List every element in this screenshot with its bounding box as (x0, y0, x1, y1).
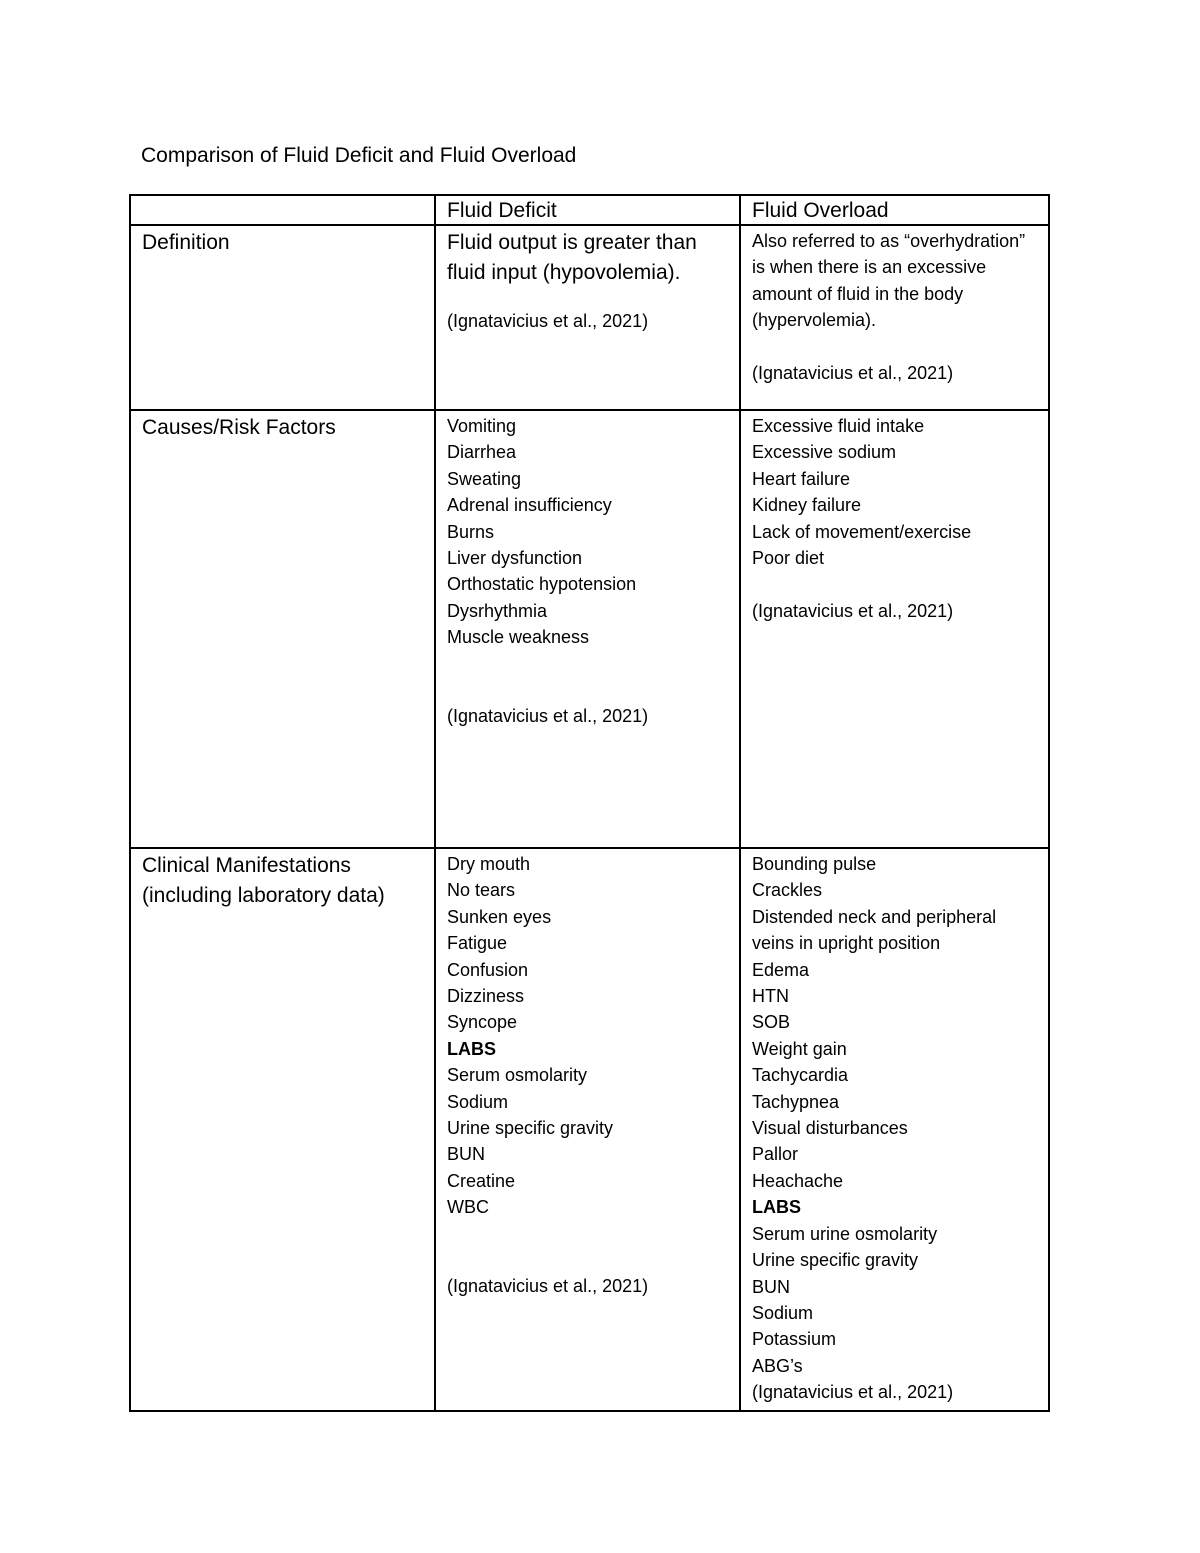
manifestations-deficit-citation: (Ignatavicius et al., 2021) (447, 1276, 649, 1297)
definition-deficit-citation: (Ignatavicius et al., 2021) (447, 311, 649, 331)
list-item: Burns (447, 521, 495, 542)
row-definition (130, 225, 1049, 410)
list-item: Serum urine osmolarity (752, 1223, 938, 1244)
causes-overload-citation: (Ignatavicius et al., 2021) (752, 600, 954, 621)
row-label-manifestations-line2: (including laboratory data) (142, 884, 385, 907)
list-item: Tachycardia (752, 1065, 849, 1086)
row-label-manifestations (130, 848, 435, 1411)
list-item: Dry mouth (447, 854, 531, 874)
list-item: Sunken eyes (447, 906, 552, 927)
list-item: Excessive fluid intake (752, 416, 925, 436)
list-item: Liver dysfunction (447, 548, 583, 569)
list-item: No tears (447, 880, 516, 901)
row-label-manifestations-line1: Clinical Manifestations (142, 854, 351, 877)
list-item: Creatine (447, 1170, 516, 1191)
row-label-causes: Causes/Risk Factors (130, 410, 435, 848)
list-item: Sodium (447, 1091, 509, 1112)
definition-overload-text: Also referred to as “overhydration” is when there is an excessive amount of fluid in the body (hypervolemia). (752, 231, 1026, 331)
causes-deficit-cell (435, 410, 740, 848)
list-item: Adrenal insufficiency (447, 495, 612, 516)
header-blank-cell (130, 195, 435, 225)
list-item: Poor diet (752, 548, 825, 569)
definition-deficit-text: Fluid output is greater than fluid input (hypovolemia). (447, 231, 697, 284)
list-item: Muscle weakness (447, 627, 590, 648)
list-item: Serum osmolarity (447, 1065, 588, 1086)
list-item: Confusion (447, 959, 529, 980)
row-label-definition: Definition (130, 225, 435, 410)
definition-overload-citation: (Ignatavicius et al., 2021) (752, 363, 954, 384)
list-item: Vomiting (447, 416, 517, 436)
list-item: Excessive sodium (752, 442, 897, 463)
deficit-labs-heading: LABS (447, 1038, 496, 1059)
list-item: Kidney failure (752, 495, 862, 516)
causes-deficit-citation: (Ignatavicius et al., 2021) (447, 706, 649, 727)
list-item: Sodium (752, 1302, 814, 1323)
list-item: Weight gain (752, 1038, 847, 1059)
list-item: Tachypnea (752, 1091, 840, 1112)
list-item: Sweating (447, 468, 522, 489)
list-item: Heart failure (752, 468, 851, 489)
definition-deficit-cell (435, 225, 740, 410)
definition-overload-cell (740, 225, 1049, 410)
comparison-table (129, 194, 1050, 1412)
list-item: Bounding pulse (752, 854, 877, 874)
list-item: Diarrhea (447, 442, 517, 463)
manifestations-overload-cell (740, 848, 1049, 1411)
list-item: Edema (752, 959, 810, 980)
list-item: Potassium (752, 1329, 837, 1350)
overload-labs-heading: LABS (752, 1197, 801, 1218)
list-item: BUN (447, 1144, 486, 1165)
list-item: Syncope (447, 1012, 518, 1033)
list-item: Dysrhythmia (447, 600, 548, 621)
causes-overload-cell (740, 410, 1049, 848)
list-item: Crackles (752, 880, 823, 901)
list-item: Lack of movement/exercise (752, 521, 972, 542)
header-fluid-deficit: Fluid Deficit (435, 195, 740, 225)
row-causes (130, 410, 1049, 848)
list-item: Dizziness (447, 986, 525, 1007)
manifestations-deficit-cell (435, 848, 740, 1411)
row-manifestations (130, 848, 1049, 1411)
manifestations-overload-citation: (Ignatavicius et al., 2021) (752, 1382, 954, 1403)
document-title: Comparison of Fluid Deficit and Fluid Overload (141, 144, 577, 167)
list-item: Distended neck and peripheral veins in upright position (752, 906, 997, 954)
header-fluid-overload: Fluid Overload (740, 195, 1049, 225)
list-item: Pallor (752, 1144, 799, 1165)
list-item: WBC (447, 1197, 489, 1218)
list-item: HTN (752, 986, 789, 1007)
list-item: Visual disturbances (752, 1118, 908, 1139)
list-item: SOB (752, 1012, 791, 1033)
list-item: Urine specific gravity (447, 1118, 614, 1139)
list-item: Urine specific gravity (752, 1250, 919, 1271)
list-item: BUN (752, 1276, 791, 1297)
list-item: Heachache (752, 1170, 844, 1191)
list-item: Fatigue (447, 933, 508, 954)
table-header-row (130, 195, 1049, 225)
list-item: ABG’s (752, 1355, 803, 1376)
list-item: Orthostatic hypotension (447, 574, 637, 595)
